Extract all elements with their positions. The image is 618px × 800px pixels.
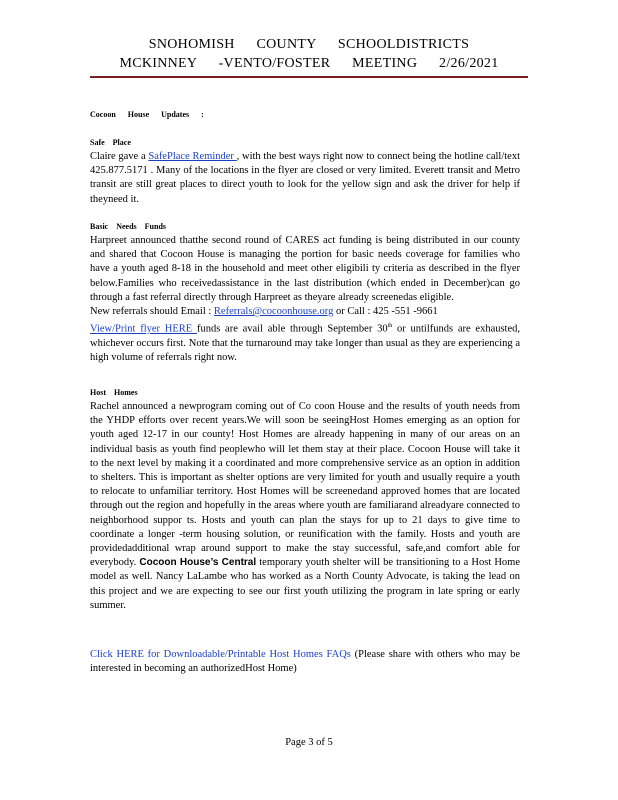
faq-paragraph (90, 648, 520, 676)
host-homes-heading: Host Homes (90, 388, 138, 397)
host-homes-section (90, 388, 520, 613)
safeplace-reminder-link[interactable]: SafePlace Reminder (148, 151, 237, 162)
page-number: Page 3 of 5 (285, 737, 333, 748)
host-homes-text-2: temporary youth shelter will be transitioning to a Host Home model as well. Nancy LaLambe who has worked as a North County Advocate, is taking the lead on this project and we are expecting to see our first youth utilizing the program in late spring or early summer. (90, 557, 521, 611)
safe-place-text-2: , with the best ways right now to connect being the hotline call/text 425.877.5171 . Many of the locations in the flyer are closed or very limited. Everett transit and Metro transit are still great places to direct youth to look for the yellow sign and ask the driver for help if theyneed it. (90, 151, 520, 205)
faq-section (90, 648, 520, 676)
safe-place-paragraph (90, 150, 520, 207)
basic-needs-paragraph: Harpreet announced thatthe second round of CARES act funding is being distributed in our county and shared that Cocoon House is managing the portion for basic needs coverage for families who have a youth aged 8-18 in the household and meet other eligibili ty criteria as described in the flyer below.Families who receivedassistance in the last distribution (which ended in December)can go through a fast referral directly through Harpreet as theyare already screenedas eligible. (90, 235, 520, 303)
updates-title: Cocoon House Updates : (90, 110, 204, 119)
header-line-1: SNOHOMISH COUNTY SCHOOLDISTRICTS (148, 37, 470, 52)
view-print-flyer-link[interactable]: View/Print flyer HERE (90, 323, 197, 335)
basic-needs-heading: Basic Needs Funds (90, 222, 167, 231)
header-divider (90, 76, 528, 78)
header-line-2: MCKINNEY -VENTO/FOSTER MEETING 2/26/2021 (119, 56, 499, 71)
flyer-text-1: funds are avail able through September 30 (196, 323, 388, 335)
updates-title-block (90, 110, 520, 126)
referral-email-link[interactable]: Referrals@cocoonhouse.org (213, 306, 334, 318)
flyer-sup: th (387, 323, 393, 330)
referral-phone: or Call : 425 -551 -9661 (333, 306, 438, 318)
referral-line (90, 305, 520, 319)
safe-place-heading: Safe Place (90, 138, 131, 147)
host-homes-bold: Cocoon House’s Central (139, 557, 257, 569)
safe-place-section (90, 138, 520, 207)
flyer-text-2: or untilfunds are exhausted, whichever occurs first. Note that the turnaround may take longer than usual as they are experiencing a high volume of referrals right now. (90, 323, 521, 364)
host-homes-paragraph (90, 400, 520, 613)
basic-needs-section (90, 222, 520, 365)
referral-text: New referrals should Email : (90, 306, 214, 318)
host-homes-faq-link[interactable]: Click HERE for Downloadable/Printable Host Homes FAQs (90, 649, 351, 660)
safe-place-text-1: Claire gave a (90, 151, 149, 162)
flyer-paragraph (90, 319, 520, 365)
host-homes-text-1: Rachel announced a newprogram coming out of Co coon House and the results of youth needs from the YHDP efforts over recent years.We will soon be seeingHost Homes emerging as an option for youth aged 12-17 in our county! Host Homes are already happening in many of our areas on an individual basis as youth find peoplewho will let them stay at their place. Cocoon House will take it to the next level by making it a coordinated and more comprehensive service as an option in addition to shelters. This is important as shelter options are very limited for youth and usually require a youth to relocate to unfamiliar territory. Host Homes will be screenedand approved homes that are located through out the region and hopefully in the areas where youth are familiarand alreadyare connected to neighborhood suppor ts. Hosts and youth can plan the stays for up to 21 days to give time to coordinate a longer -term housing solution, or reunification with the family. Hosts and youth are providedadditional wrap around support to make the stay successful, safe,and comfort able for everybody. (90, 401, 520, 569)
faq-text: (Please share with others who may be interested in becoming an authorizedHost Home) (90, 649, 521, 675)
